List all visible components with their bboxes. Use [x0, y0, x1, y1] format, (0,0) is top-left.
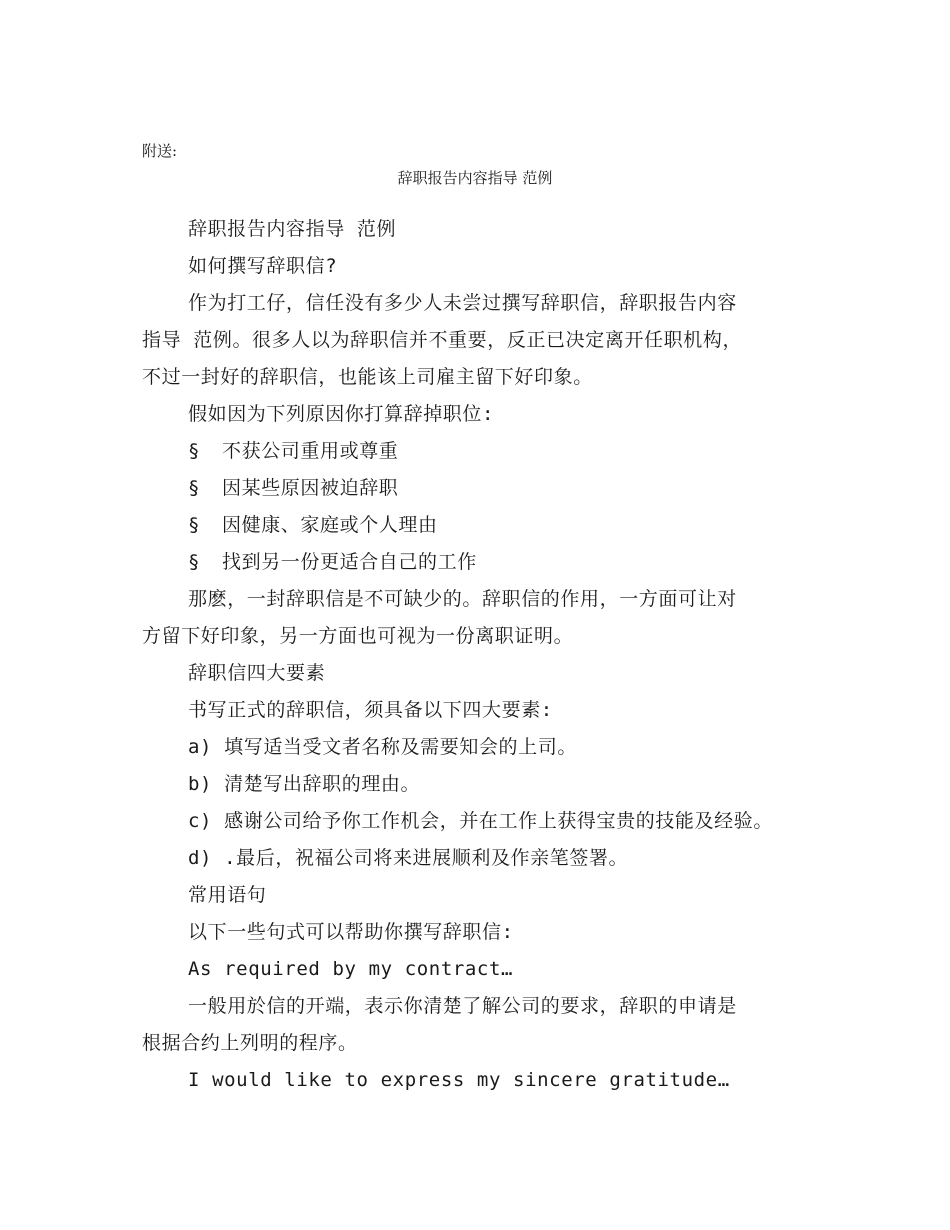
paragraph-line: 作为打工仔，信任没有多少人未尝过撰写辞职信，辞职报告内容 [188, 292, 737, 314]
section-mark-icon: § [188, 551, 201, 573]
list-item [142, 544, 822, 581]
list-item-text: 不获公司重用或尊重 [222, 440, 399, 462]
question-line: 如何撰写辞职信? [188, 255, 338, 277]
section-heading: 辞职报告内容指导 范例 [188, 218, 397, 240]
section-mark-icon: § [188, 440, 201, 462]
paragraph-line: 指导 范例。很多人以为辞职信并不重要，反正已决定离开任职机构， [142, 329, 743, 351]
section-mark-icon: § [188, 514, 201, 536]
paragraph-line: 那麽，一封辞职信是不可缺少的。辞职信的作用，一方面可让对 [188, 588, 737, 610]
list-item [142, 507, 822, 544]
paragraph-intro [142, 285, 822, 396]
paragraph-line: 方留下好印象，另一方面也可视为一份离职证明。 [142, 625, 574, 647]
phrase-example: I would like to express my sincere gratitude… [188, 1069, 730, 1091]
phrases-intro: 以下一些句式可以帮助你撰写辞职信: [188, 921, 514, 943]
reasons-intro: 假如因为下列原因你打算辞掉职位: [188, 403, 495, 425]
list-item-text: 因某些原因被迫辞职 [222, 477, 399, 499]
list-item: d) .最后，祝福公司将来进展顺利及作亲笔签署。 [188, 847, 629, 869]
document-body [142, 211, 822, 1099]
phrases-heading: 常用语句 [188, 884, 267, 906]
list-item [142, 470, 822, 507]
phrase-example: As required by my contract… [188, 958, 514, 980]
paragraph-line: 根据合约上列明的程序。 [142, 1032, 358, 1054]
list-item: c) 感谢公司给予你工作机会，并在工作上获得宝贵的技能及经验。 [188, 810, 773, 832]
list-item-text: 因健康、家庭或个人理由 [222, 514, 438, 536]
reasons-list [142, 433, 822, 581]
section-mark-icon: § [188, 477, 201, 499]
elements-list [142, 729, 822, 877]
list-item-text: 找到另一份更适合自己的工作 [222, 551, 477, 573]
phrase-explanation [142, 988, 822, 1062]
elements-intro: 书写正式的辞职信，须具备以下四大要素: [188, 699, 553, 721]
paragraph-line: 不过一封好的辞职信，也能该上司雇主留下好印象。 [142, 366, 593, 388]
document-title: 辞职报告内容指导 范例 [397, 169, 553, 187]
list-item: a) 填写适当受文者名称及需要知会的上司。 [188, 736, 577, 758]
paragraph-line: 一般用於信的开端，表示你清楚了解公司的要求，辞职的申请是 [188, 995, 737, 1017]
list-item [142, 433, 822, 470]
paragraph-purpose [142, 581, 822, 655]
list-item: b) 清楚写出辞职的理由。 [188, 773, 421, 795]
attachment-label: 附送: [142, 142, 178, 160]
elements-heading: 辞职信四大要素 [188, 662, 326, 684]
